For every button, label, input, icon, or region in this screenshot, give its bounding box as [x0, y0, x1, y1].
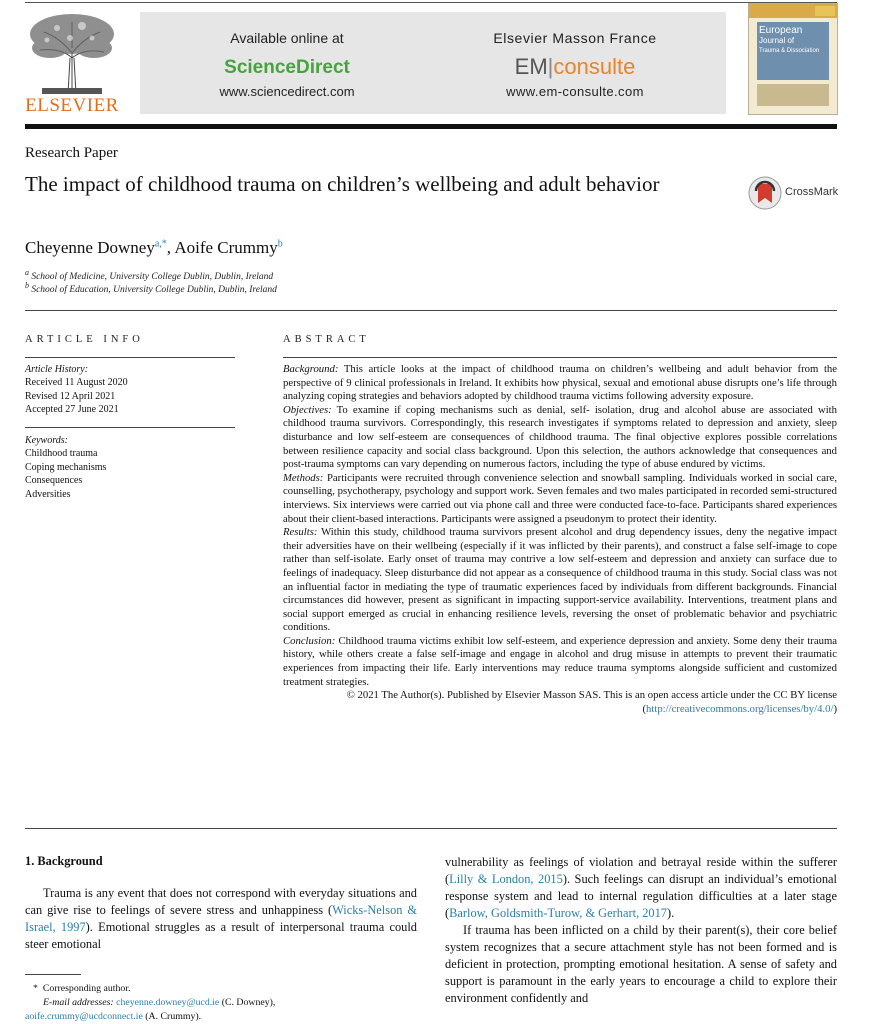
- author-list: [25, 238, 283, 258]
- section-divider: [25, 828, 837, 829]
- author-separator: ,: [166, 238, 175, 257]
- body-paragraph: vulnerability as feelings of violation and betrayal reside within the sufferer (Lilly & London, 2015). Such feelings can disrupt an individual’s emotional response system and lead to internal regulation difficulties at a later stage (Barlow, Goldsmith-Turow, & Gerhart, 2017).: [445, 855, 837, 920]
- affiliation: [25, 281, 277, 295]
- abstract-label: Results:: [283, 526, 318, 539]
- sciencedirect-url[interactable]: www.sciencedirect.com: [219, 84, 355, 99]
- em-part: EM: [514, 54, 548, 79]
- abstract-text: Childhood trauma victims exhibit low self-esteem, and experience depression and anxiety. Some deny their trauma history, while others create a false self-image and engage in alcohol and drug misuse in attempts to prevent their traumatic experiences from impacting their life. Early interventions may reduce trauma symptoms alongside sufficient and customized treatment strategies.: [283, 634, 837, 688]
- footnote-rule: [25, 974, 81, 975]
- header-divider: [25, 124, 837, 129]
- history-received: Received 11 August 2020: [25, 377, 128, 389]
- abstract-section: [283, 635, 837, 689]
- abstract-section: [283, 363, 837, 404]
- email-label: E-mail addresses:: [43, 997, 114, 1008]
- body-right-column: [445, 854, 837, 1007]
- abstract-heading: ABSTRACT: [283, 334, 370, 345]
- section-divider: [25, 310, 837, 311]
- author-name[interactable]: Aoife Crummy: [174, 238, 278, 257]
- article-history: [25, 363, 235, 417]
- keywords: [25, 434, 235, 501]
- article-info-rule: [25, 357, 235, 358]
- abstract-text: Within this study, childhood trauma survivors present alcohol and drug dependency issues, deny the negative impact their adversities have on their wellbeing (especially if it was inflicted by their parents), and construct a false self-image to cope rather than self-isolate. Early onset of trauma may contrive a low self-esteem and depression and anxiety can surface due to feelings of inadequacy. Sleep disturbance did not appear as a consequence of childhood trauma in this study. Social class was not an influential factor in mediating the type of traumatic experiences faced by individuals from different backgrounds. Financial circumstances did however, present as significant in impacting support-service availability. Interventions, treatment plans and social support emerged as crucial in enhancing resilience levels, reversing the onset of problematic behavior and psychiatric conditions.: [283, 526, 837, 634]
- citation-link[interactable]: Wicks-Nelson & Israel, 1997: [25, 903, 418, 934]
- history-accepted: Accepted 27 June 2021: [25, 404, 119, 416]
- abstract-body: [283, 363, 837, 716]
- keyword: Consequences: [25, 475, 83, 487]
- abstract-rule: [283, 357, 837, 358]
- abstract-text: Participants were recruited through convenience selection and snowball sampling. Individuals worked in social care, counselling, psychotherapy, psychology and support work. Seven females and two males participated in recorded semi-structured interviews. Six interviews were carried out via phone call and three were conducted face-to-face. Participants shared experiences about their client-based interactions. Participants were assigned a pseudonym to protect their identity.: [283, 471, 837, 525]
- crossmark-icon: [748, 176, 782, 210]
- affiliation-mark: a: [25, 268, 29, 277]
- abstract-label: Methods:: [283, 471, 324, 484]
- cover-line3: Trauma & Dissociation: [759, 48, 820, 54]
- crossmark-label[interactable]: CrossMark: [785, 186, 839, 198]
- article-type: Research Paper: [25, 145, 118, 161]
- abstract-section: [283, 526, 837, 635]
- footnote: * Corresponding author. E-mail addresses: cheyenne.downey@ucd.ie (C. Downey), aoife.crummy@ucdconnect.ie (A. Crummy).: [25, 983, 276, 1022]
- footnote-mark: *: [33, 983, 38, 994]
- affiliation-mark: b: [25, 281, 29, 290]
- abstract-text: To examine if coping mechanisms such as denial, self- isolation, drug and alcohol abuse are associated with childhood trauma survivors. Correspondingly, this research investigates if symptoms related to depression and anxiety, sleep disturbance and low self-esteem are consequences of childhood trauma. The final objective explores possible correlations between resilience capacity and social class background. Upon this selection, the authors acknowledge that consequences and post-trauma symptoms can vary depending on numerous factors, including the type of abuse endured by victims.: [283, 403, 837, 471]
- section-heading: 1. Background: [25, 854, 103, 868]
- article-info-heading: ARTICLE INFO: [25, 334, 144, 345]
- affiliation-text: School of Medicine, University College Dublin, Dublin, Ireland: [31, 272, 274, 283]
- journal-cover[interactable]: [748, 3, 838, 115]
- available-online-text: Available online at: [230, 30, 344, 46]
- body-paragraph: Trauma is any event that does not correspond with everyday situations and can give rise to feelings of severe stress and unhappiness (Wicks-Nelson & Israel, 1997). Emotional struggles as a result of interpersonal trauma could steer emotional: [25, 886, 418, 951]
- email-link[interactable]: aoife.crummy@ucdconnect.ie: [25, 1011, 143, 1022]
- body-left-column: [25, 885, 417, 953]
- author-affiliation-marks[interactable]: a,*: [154, 238, 167, 250]
- history-revised: Revised 12 April 2021: [25, 390, 116, 402]
- citation-link[interactable]: Lilly & London, 2015: [449, 872, 563, 886]
- license-statement: [283, 689, 837, 716]
- em-publisher-text: Elsevier Masson France: [493, 30, 657, 46]
- emconsulte-url[interactable]: www.em-consulte.com: [506, 84, 644, 99]
- abstract-label: Background:: [283, 363, 339, 375]
- body-paragraph: If trauma has been inflicted on a child by their parent(s), their core belief system recognizes that a secure attachment style has not been formed and is deficient in protection, prompting emotional hesitation. A sense of safety and support is paramount in the early years to encourage a child to explore their environment confidently and: [445, 923, 837, 1005]
- author-name[interactable]: Cheyenne Downey: [25, 238, 155, 257]
- article-title: The impact of childhood trauma on children’s wellbeing and adult behavior: [25, 172, 660, 196]
- consulte-part: consulte: [553, 54, 636, 79]
- emconsulte-logo[interactable]: EM|consulte: [514, 54, 636, 79]
- license-link[interactable]: http://creativecommons.org/licenses/by/4.0/: [646, 702, 834, 715]
- license-close: ): [833, 702, 837, 715]
- abstract-label: Conclusion:: [283, 634, 336, 647]
- cover-line1: European: [759, 25, 803, 36]
- sciencedirect-logo[interactable]: ScienceDirect: [224, 57, 350, 78]
- abstract-section: [283, 404, 837, 472]
- corresponding-author: Corresponding author.: [42, 983, 131, 994]
- author-affiliation-marks[interactable]: b: [277, 238, 283, 250]
- keyword: Adversities: [25, 488, 71, 500]
- abstract-text: This article looks at the impact of childhood trauma on children’s wellbeing and adult behavior from the perspective of 9 clinical professionals in Ireland. It exhibits how physical, sexual and emotional abuse disrupts one’s life through analyzing coping strategies and behaviors adopted by childhood trauma victims following adversity exposure.: [283, 363, 838, 403]
- article-info-rule: [25, 427, 235, 428]
- keywords-label: Keywords:: [25, 435, 68, 446]
- license-text: © 2021 The Author(s). Published by Elsevier Masson SAS. This is an open access article under the CC BY license (: [346, 689, 837, 715]
- keyword: Childhood trauma: [25, 448, 98, 460]
- top-rule: [25, 2, 837, 3]
- keyword: Coping mechanisms: [25, 461, 107, 473]
- elsevier-wordmark: ELSEVIER: [25, 95, 119, 116]
- citation-link[interactable]: Barlow, Goldsmith-Turow, & Gerhart, 2017: [449, 906, 667, 920]
- abstract-label: Objectives:: [283, 403, 332, 416]
- abstract-section: [283, 472, 837, 526]
- email-link[interactable]: cheyenne.downey@ucd.ie: [116, 997, 220, 1008]
- history-label: Article History:: [25, 364, 89, 375]
- affiliation-text: School of Education, University College Dublin, Dublin, Ireland: [31, 285, 277, 296]
- cover-line2: Journal of: [759, 36, 795, 45]
